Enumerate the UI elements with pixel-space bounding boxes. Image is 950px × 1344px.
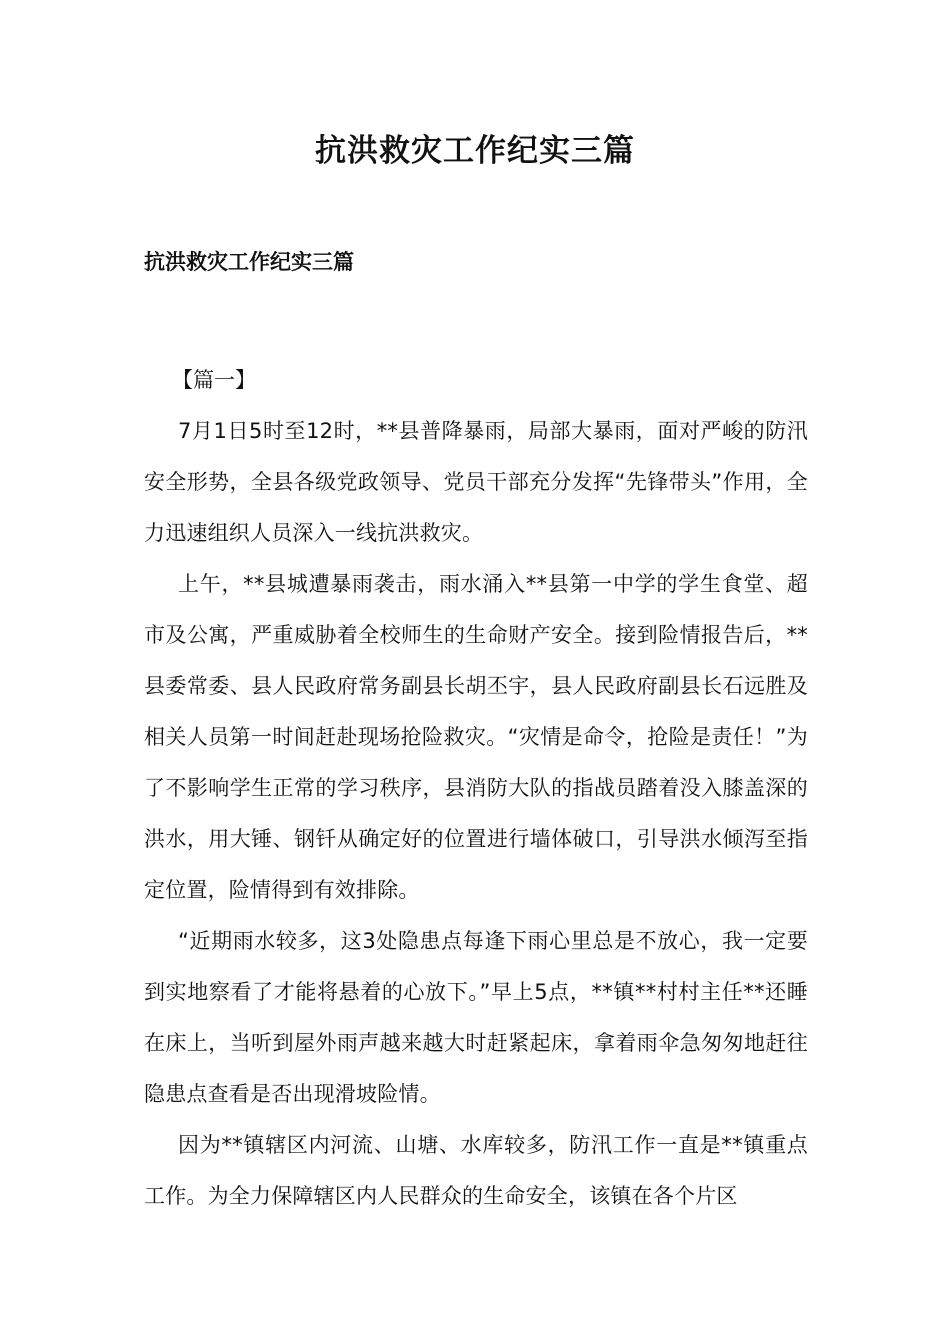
document-body — [144, 355, 808, 1222]
paragraph-1: 7月1日5时至12时，**县普降暴雨，局部大暴雨，面对严峻的防汛安全形势，全县各级党政领导、党员干部充分发挥“先锋带头”作用，全力迅速组织人员深入一线抗洪救灾。 — [144, 419, 808, 545]
section-label: 【篇一】 — [172, 368, 256, 392]
document-title: 抗洪救灾工作纪实三篇 — [315, 133, 635, 169]
paragraph-2: 上午，**县城遭暴雨袭击，雨水涌入**县第一中学的学生食堂、超市及公寓，严重威胁着全校师生的生命财产安全。接到险情报告后，**县委常委、县人民政府常务副县长胡丕宇，县人民政府副县长石远胜及相关人员第一时间赶赴现场抢险救灾。“灾情是命令，抢险是责任！”为了不影响学生正常的学习秩序，县消防大队的指战员踏着没入膝盖深的洪水，用大锤、钢钎从确定好的位置进行墙体破口，引导洪水倾泻至指定位置，险情得到有效排除。 — [144, 572, 808, 902]
document-subtitle: 抗洪救灾工作纪实三篇 — [144, 250, 354, 274]
paragraph-4: 因为**镇辖区内河流、山塘、水库较多，防汛工作一直是**镇重点工作。为全力保障辖区内人民群众的生命安全，该镇在各个片区 — [144, 1133, 808, 1208]
paragraph-3: “近期雨水较多，这3处隐患点每逢下雨心里总是不放心，我一定要到实地察看了才能将悬着的心放下。”早上5点，**镇**村村主任**还睡在床上，当听到屋外雨声越来越大时赶紧起床，拿着雨伞急匆匆地赶往隐患点查看是否出现滑坡险情。 — [144, 929, 808, 1106]
